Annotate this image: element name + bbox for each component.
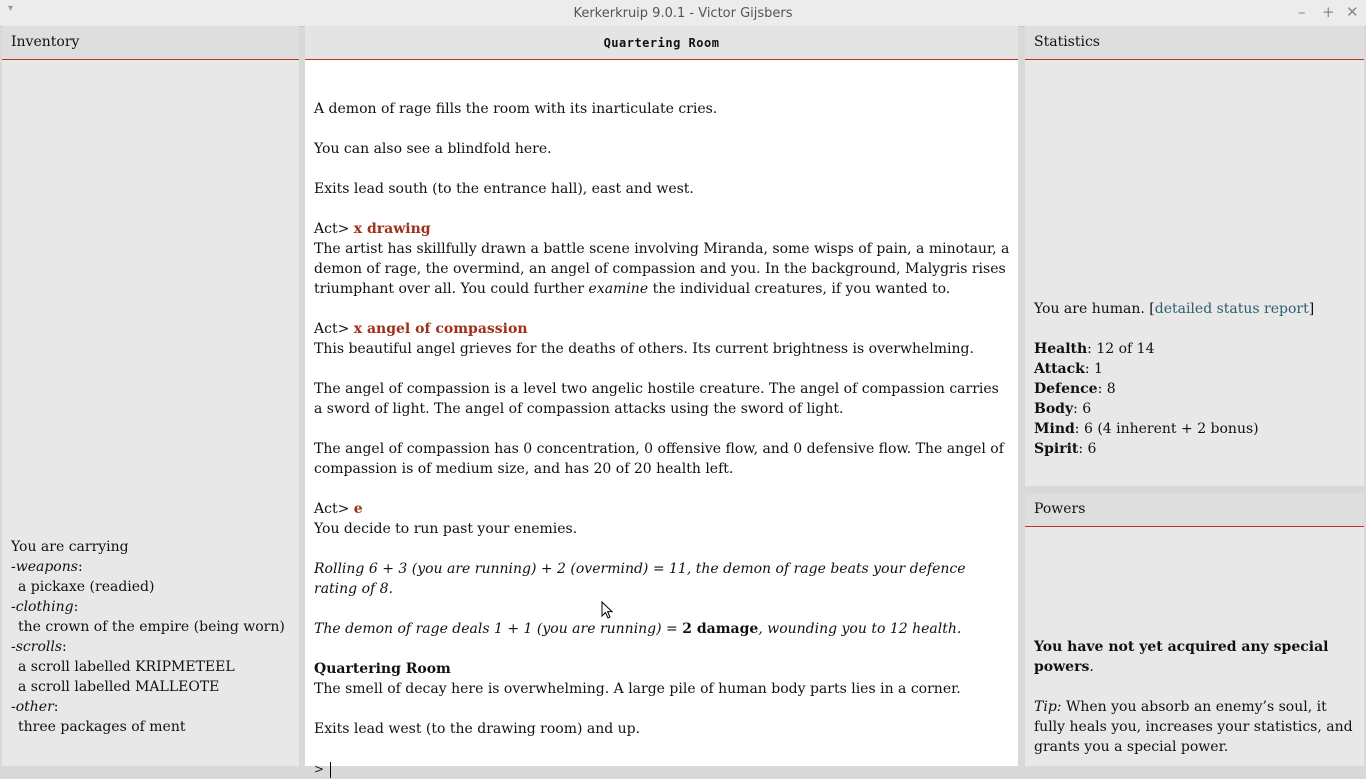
powers-panel — [1025, 493, 1364, 766]
room-title: Quartering Room — [314, 661, 451, 677]
stat-health: Health: 12 of 14 — [1034, 341, 1155, 357]
window-titlebar — [0, 0, 1366, 27]
inventory-item: three packages of ment — [18, 719, 186, 735]
scrolls-category: -scrolls: — [11, 639, 67, 655]
command-text: x angel of compassion — [353, 321, 528, 337]
command-line: Act> e — [314, 501, 363, 517]
room-description: The smell of decay here is overwhelming. A large pile of human body parts lies in a corner. — [314, 681, 961, 697]
other-category: -other: — [11, 699, 59, 715]
command-text: x drawing — [353, 221, 431, 237]
tip-text: Tip: When you absorb an enemy’s soul, it fully heals you, increases your statistics, and grants you a special power. — [1034, 699, 1353, 755]
damage-line: The demon of rage deals 1 + 1 (you are running) = 2 damage, wounding you to 12 health. — [314, 621, 962, 637]
powers-header — [1025, 493, 1364, 527]
story-line: This beautiful angel grieves for the deaths of others. Its current brightness is overwhelming. — [314, 341, 974, 357]
minimize-icon[interactable]: – — [1298, 3, 1306, 21]
powers-title: Powers — [1034, 501, 1086, 517]
powers-body — [1034, 637, 1359, 757]
room-exits: Exits lead west (to the drawing room) and up. — [314, 721, 641, 737]
inventory-item: a pickaxe (readied) — [18, 579, 155, 595]
command-input[interactable]: > — [314, 759, 1010, 779]
story-paragraph: The angel of compassion is a level two angelic hostile creature. The angel of compassion carries a sword of light. The angel of compassion attacks using the sword of light. — [314, 381, 999, 417]
inventory-item: a scroll labelled KRIPMETEEL — [18, 659, 235, 675]
carrying-label: You are carrying — [11, 539, 129, 555]
window-menu-icon[interactable]: ▾ — [8, 3, 14, 14]
command-text: e — [353, 501, 363, 517]
story-line: You can also see a blindfold here. — [314, 141, 552, 157]
no-powers-line: You have not yet acquired any special powers. — [1034, 639, 1329, 675]
statistics-header — [1025, 26, 1364, 60]
stat-defence: Defence: 8 — [1034, 381, 1116, 397]
location-title: Quartering Room — [603, 36, 720, 50]
stat-body: Body: 6 — [1034, 401, 1092, 417]
story-line: A demon of rage fills the room with its inarticulate cries. — [314, 101, 718, 117]
statistics-panel — [1025, 26, 1364, 486]
close-icon[interactable]: ✕ — [1346, 3, 1359, 21]
mouse-pointer-icon — [601, 601, 613, 621]
story-line: Exits lead south (to the entrance hall), east and west. — [314, 181, 694, 197]
stat-attack: Attack: 1 — [1034, 361, 1103, 377]
window-title: Kerkerkruip 9.0.1 - Victor Gijsbers — [573, 6, 793, 21]
inventory-title: Inventory — [11, 34, 80, 50]
story-transcript — [314, 99, 1010, 779]
command-line: Act> x drawing — [314, 221, 431, 237]
clothing-category: -clothing: — [11, 599, 79, 615]
inventory-panel — [2, 26, 299, 766]
status-report-link[interactable]: detailed status report — [1154, 301, 1309, 317]
roll-line: Rolling 6 + 3 (you are running) + 2 (overmind) = 11, the demon of rage beats your defence rating of 8. — [314, 561, 966, 597]
story-panel[interactable] — [305, 26, 1018, 776]
stat-spirit: Spirit: 6 — [1034, 441, 1097, 457]
statistics-title: Statistics — [1034, 34, 1100, 50]
maximize-icon[interactable]: + — [1322, 3, 1335, 21]
inventory-list — [11, 537, 296, 737]
species-line: You are human. [detailed status report] — [1034, 301, 1315, 317]
story-paragraph: The artist has skillfully drawn a battle scene involving Miranda, some wisps of pain, a minotaur, a demon of rage, the overmind, an angel of compassion and you. In the background, Malygris rises triumphant over all. You could further examine the individual creatures, if you wanted to. — [314, 241, 1010, 297]
story-line: You decide to run past your enemies. — [314, 521, 578, 537]
statistics-body — [1034, 299, 1359, 459]
inventory-item: a scroll labelled MALLEOTE — [18, 679, 220, 695]
weapons-category: -weapons: — [11, 559, 83, 575]
stat-mind: Mind: 6 (4 inherent + 2 bonus) — [1034, 421, 1259, 437]
command-line: Act> x angel of compassion — [314, 321, 528, 337]
story-paragraph: The angel of compassion has 0 concentration, 0 offensive flow, and 0 defensive flow. The angel of compassion is of medium size, and has 20 of 20 health left. — [314, 441, 1004, 477]
inventory-header — [2, 26, 299, 60]
location-header — [305, 26, 1018, 60]
inventory-item: the crown of the empire (being worn) — [18, 619, 285, 635]
text-caret — [330, 762, 331, 778]
